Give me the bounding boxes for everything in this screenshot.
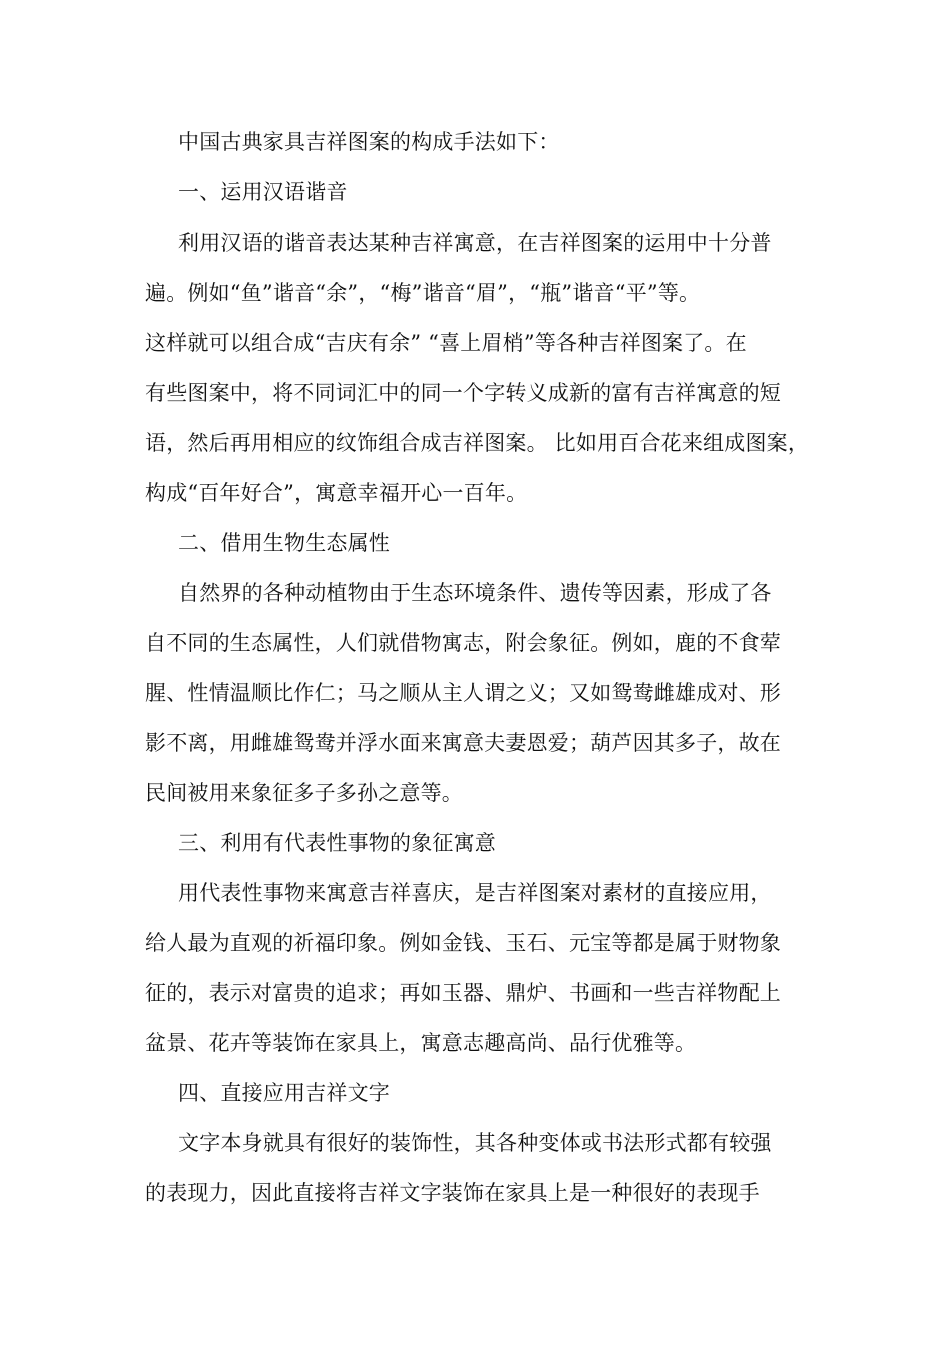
paragraph-line: 盆景、花卉等装饰在家具上，寓意志趣高尚、品行优雅等。 xyxy=(145,1031,697,1055)
paragraph-line: 征的，表示对富贵的追求；再如玉器、鼎炉、书画和一些吉祥物配上 xyxy=(145,981,781,1005)
paragraph-line: 民间被用来象征多子多孙之意等。 xyxy=(145,781,463,805)
paragraph-line: 有些图案中，将不同词汇中的同一个字转义成新的富有吉祥寓意的短 xyxy=(145,381,781,405)
section-heading-1: 一、运用汉语谐音 xyxy=(178,180,348,204)
paragraph-line: 文字本身就具有很好的装饰性，其各种变体或书法形式都有较强 xyxy=(178,1131,772,1155)
intro-line: 中国古典家具吉祥图案的构成手法如下： xyxy=(178,130,560,154)
paragraph-line: 这样就可以组合成“吉庆有余” “喜上眉梢”等各种吉祥图案了。在 xyxy=(145,331,747,355)
section-heading-2: 二、借用生物生态属性 xyxy=(178,531,390,555)
paragraph-line: 自不同的生态属性，人们就借物寓志，附会象征。例如，鹿的不食荤 xyxy=(145,631,781,655)
paragraph-line: 遍。例如“鱼”谐音“余”，“梅”谐音“眉”，“瓶”谐音“平”等。 xyxy=(145,281,701,305)
paragraph-line: 自然界的各种动植物由于生态环境条件、遗传等因素，形成了各 xyxy=(178,581,772,605)
paragraph-line: 用代表性事物来寓意吉祥喜庆，是吉祥图案对素材的直接应用， xyxy=(178,881,772,905)
section-heading-3: 三、利用有代表性事物的象征寓意 xyxy=(178,831,496,855)
paragraph-line: 影不离，用雌雄鸳鸯并浮水面来寓意夫妻恩爱；葫芦因其多子，故在 xyxy=(145,731,781,755)
paragraph-line: 利用汉语的谐音表达某种吉祥寓意，在吉祥图案的运用中十分普 xyxy=(178,231,772,255)
paragraph-line: 的表现力，因此直接将吉祥文字装饰在家具上是一种很好的表现手 xyxy=(145,1181,760,1205)
paragraph-line: 构成“百年好合”，寓意幸福开心一百年。 xyxy=(145,481,528,505)
paragraph-line: 给人最为直观的祈福印象。例如金钱、玉石、元宝等都是属于财物象 xyxy=(145,931,781,955)
paragraph-line: 语，然后再用相应的纹饰组合成吉祥图案。 比如用百合花来组成图案， xyxy=(145,431,810,455)
section-heading-4: 四、直接应用吉祥文字 xyxy=(178,1081,390,1105)
paragraph-line: 腥、性情温顺比作仁；马之顺从主人谓之义；又如鸳鸯雌雄成对、形 xyxy=(145,681,781,705)
